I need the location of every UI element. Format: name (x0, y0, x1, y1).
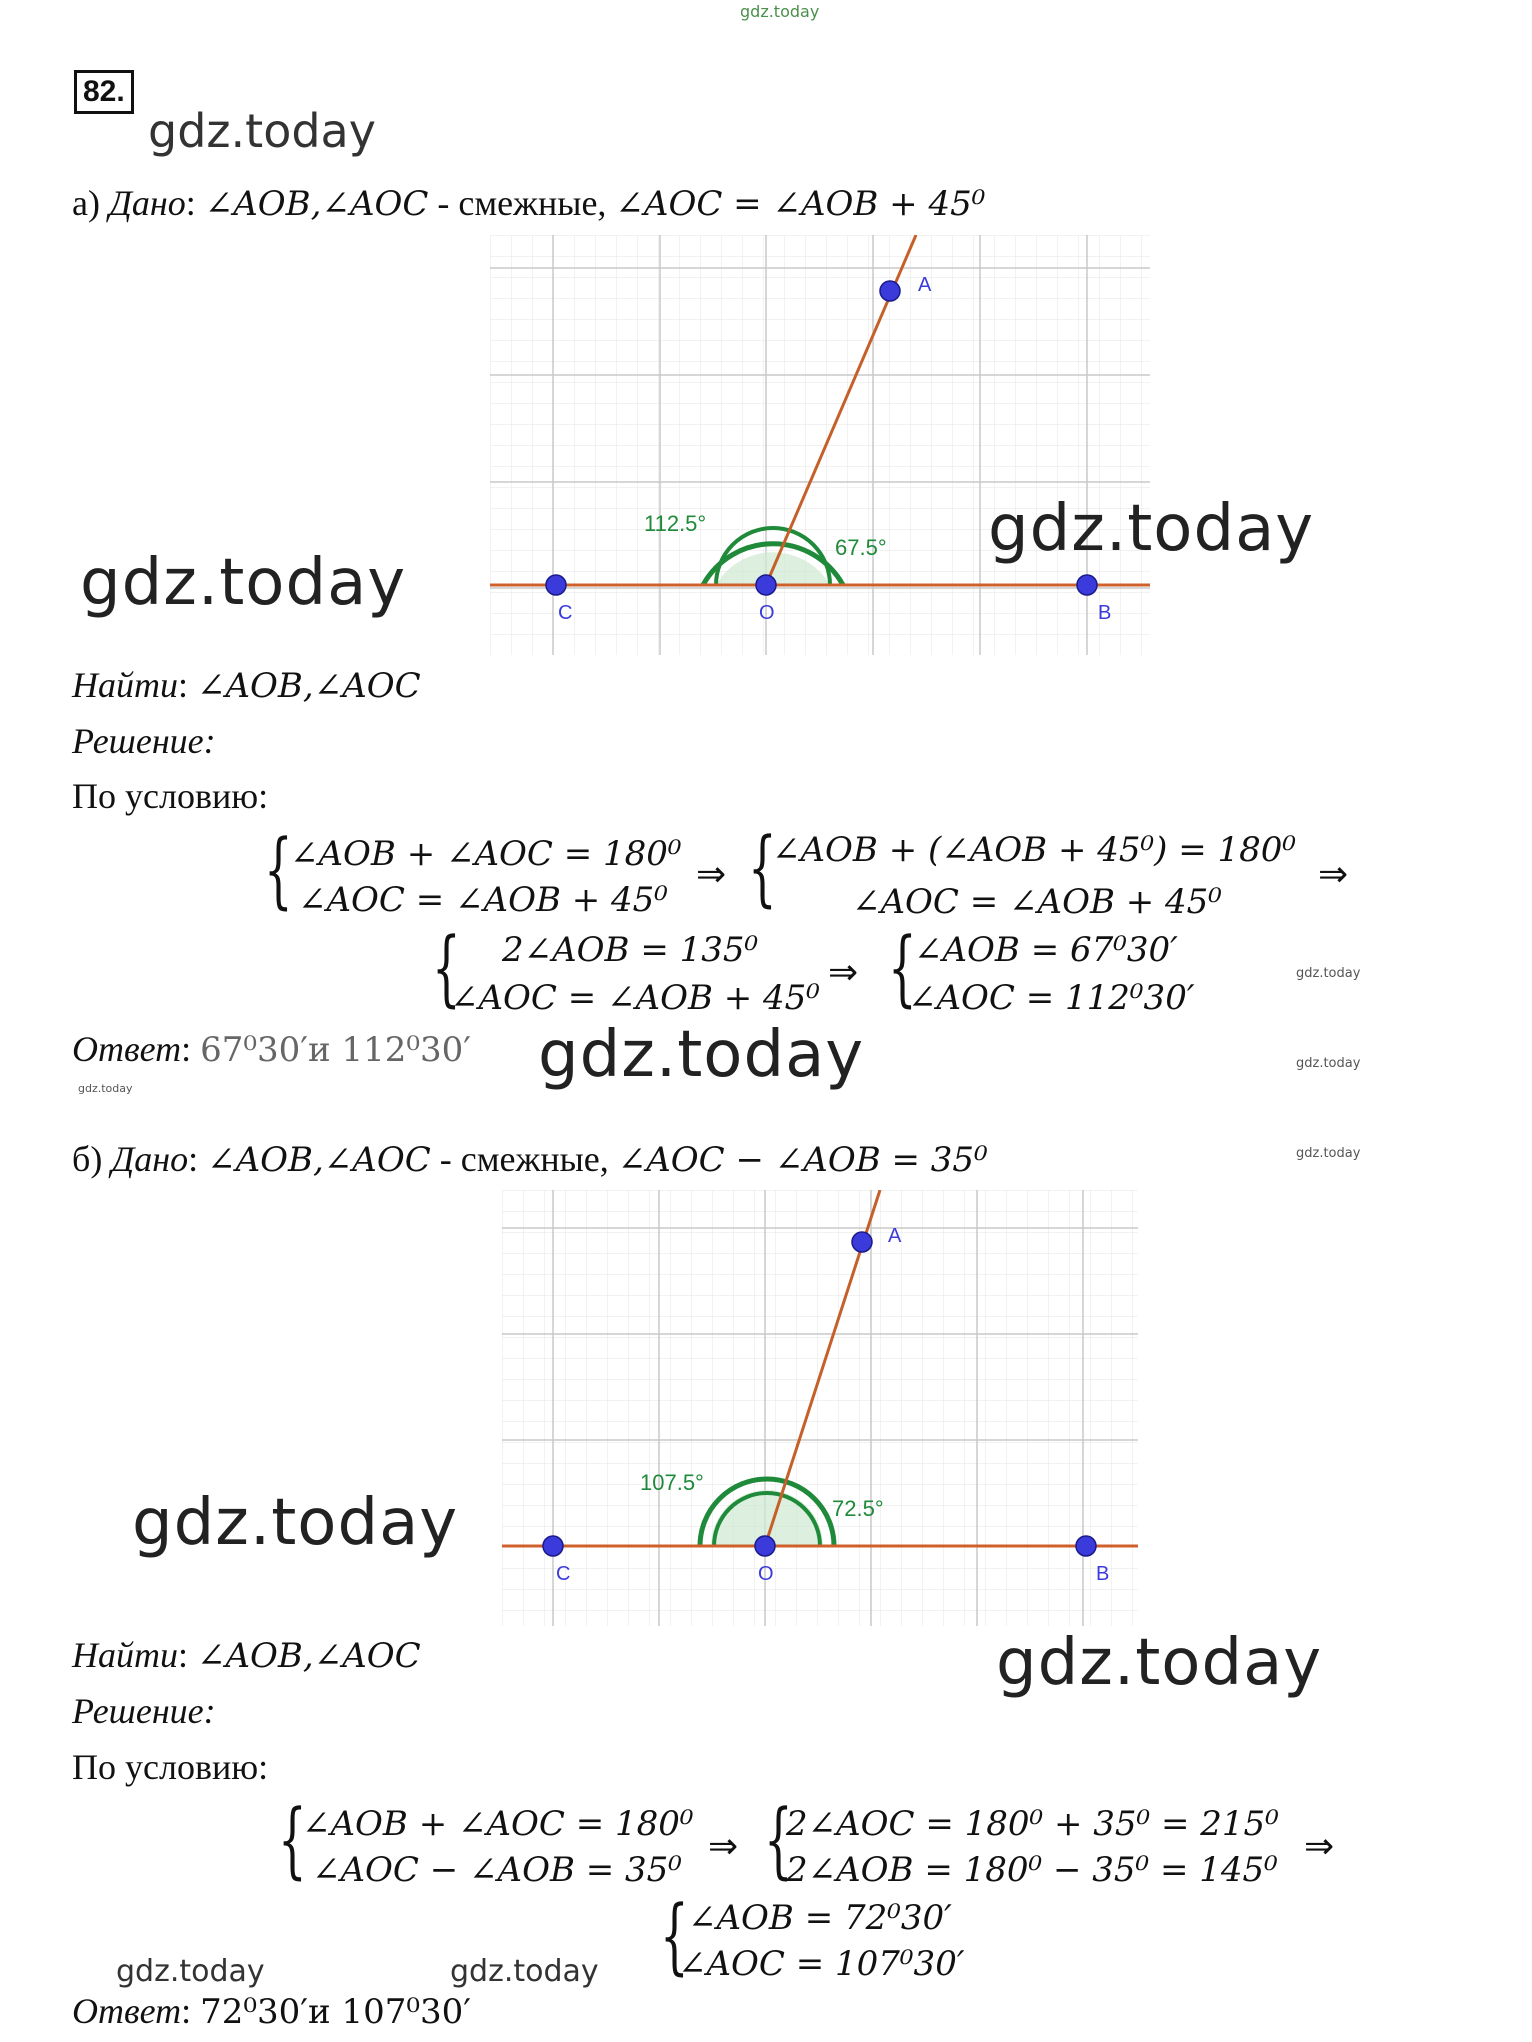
angle-label-small: 67.5° (835, 535, 887, 560)
part-b-given-angles: ∠AOB,∠AOC (207, 1140, 431, 1180)
part-a-find-label: Найти (72, 665, 178, 705)
label-b: B (1098, 602, 1112, 624)
label-b: B (1096, 1563, 1110, 1585)
part-b-sys3-l2: ∠AOC = 107⁰30′ (678, 1944, 965, 1984)
part-a-find: Найти: ∠AOB,∠AOC (72, 665, 421, 706)
part-b-wm-bottom-1: gdz.today (116, 1954, 265, 1989)
point-c (546, 575, 566, 595)
part-a-given: а) Дано: ∠AOB,∠AOC - смежные, ∠AOC = ∠AOB + 45⁰ (72, 183, 986, 224)
label-c: C (558, 602, 573, 624)
part-b-answer-label: Ответ (72, 1991, 182, 2031)
part-b-implies-2: ⇒ (1304, 1826, 1335, 1867)
top-watermark: gdz.today (740, 2, 820, 21)
grid-minor (490, 235, 1150, 655)
part-b-answer: Ответ: 72⁰30′и 107⁰30′ (72, 1991, 471, 2032)
point-a (852, 1232, 872, 1252)
point-o (756, 575, 776, 595)
part-a-implies-3: ⇒ (828, 952, 859, 993)
part-a-sys1-l2: ∠AOC = ∠AOB + 45⁰ (298, 880, 668, 920)
part-a-figure (490, 235, 1150, 655)
point-b (1076, 1536, 1096, 1556)
part-b-figure (502, 1190, 1138, 1626)
part-b-sys1-l2: ∠AOC − ∠AOB = 35⁰ (312, 1850, 682, 1890)
grid-minor (502, 1190, 1138, 1626)
part-a-find-value: ∠AOB,∠AOC (197, 666, 421, 706)
part-a-brace-4: { (888, 921, 917, 1016)
part-b-wm-left: gdz.today (132, 1486, 459, 1560)
part-a-answer-value: 67⁰30′и 112⁰30′ (200, 1030, 471, 1070)
part-b-solution: Решение: (72, 1691, 216, 1731)
part-a-sys3-l1: 2∠AOB = 135⁰ (502, 930, 759, 970)
part-a-solution: Решение: (72, 721, 216, 761)
part-a-sys3-l2: ∠AOC = ∠AOB + 45⁰ (450, 978, 820, 1018)
part-a-given-label: Дано (108, 183, 186, 223)
point-a (880, 281, 900, 301)
part-b-answer-value: 72⁰30′и 107⁰30′ (200, 1992, 471, 2032)
part-b-find: Найти: ∠AOB,∠AOC (72, 1635, 421, 1676)
part-a-brace-2: { (748, 821, 777, 916)
part-a-wm-side-1: gdz.today (1296, 966, 1361, 981)
label-o: O (758, 1563, 774, 1585)
header-watermark: gdz.today (148, 104, 376, 158)
part-a-brace-1: { (264, 823, 293, 918)
part-a-wm-side-2: gdz.today (1296, 1056, 1361, 1071)
part-a-solution-label: Решение (72, 721, 204, 761)
part-b-wm-bottom-2: gdz.today (450, 1954, 599, 1989)
part-a-implies-2: ⇒ (1318, 854, 1349, 895)
part-a-answer: Ответ: 67⁰30′и 112⁰30′ (72, 1029, 471, 1070)
part-b-condition: ∠AOC − ∠AOB = 35⁰ (617, 1140, 988, 1180)
angle-label-small: 72.5° (832, 1496, 884, 1521)
part-a-sys4-l2: ∠AOC = 112⁰30′ (908, 978, 1195, 1018)
part-b-find-label: Найти (72, 1635, 178, 1675)
part-a-adjacent: - смежные, (437, 183, 607, 223)
part-b-find-value: ∠AOB,∠AOC (197, 1636, 421, 1676)
part-b-sys3-l1: ∠AOB = 72⁰30′ (688, 1898, 952, 1938)
part-b-sys2-l1: 2∠AOC = 180⁰ + 35⁰ = 215⁰ (786, 1804, 1279, 1844)
part-a-sys2-l2: ∠AOC = ∠AOB + 45⁰ (852, 882, 1222, 922)
part-a-wm-left: gdz.today (80, 546, 407, 620)
part-b-sys2-l2: 2∠AOB = 180⁰ − 35⁰ = 145⁰ (786, 1850, 1278, 1890)
part-a-wm-answer: gdz.today (538, 1018, 865, 1092)
part-b-wm-right: gdz.today (996, 1626, 1323, 1700)
part-a-wm-right: gdz.today (988, 492, 1315, 566)
part-a-implies-1: ⇒ (696, 854, 727, 895)
part-a-brace-3: { (432, 921, 461, 1016)
task-number: 82. (74, 70, 134, 114)
label-a: A (888, 1225, 902, 1247)
part-a-sys4-l1: ∠AOB = 67⁰30′ (914, 930, 1178, 970)
part-b-implies-1: ⇒ (708, 1826, 739, 1867)
part-b-brace-2: { (764, 1793, 793, 1888)
part-b-brace-3: { (660, 1889, 689, 1984)
part-b-wm-side: gdz.today (1296, 1146, 1361, 1161)
part-a-sys1-l1: ∠AOB + ∠AOC = 180⁰ (290, 834, 682, 874)
part-b-brace-1: { (278, 1793, 307, 1888)
part-b-prefix: б) (72, 1139, 103, 1179)
part-b-adjacent: - смежные, (439, 1139, 609, 1179)
point-o (755, 1536, 775, 1556)
label-c: C (556, 1563, 571, 1585)
part-b-given: б) Дано: ∠AOB,∠AOC - смежные, ∠AOC − ∠AOB = 35⁰ (72, 1139, 988, 1180)
label-o: O (759, 602, 775, 624)
angle-label-big: 112.5° (644, 511, 707, 536)
label-a: A (918, 274, 932, 296)
part-a-given-angles: ∠AOB,∠AOC (204, 184, 429, 224)
point-b (1077, 575, 1097, 595)
part-a-by-condition: По условию: (72, 776, 269, 816)
part-a-sys2-l1: ∠AOB + (∠AOB + 45⁰) = 180⁰ (772, 830, 1297, 870)
part-a-condition: ∠AOC = ∠AOB + 45⁰ (615, 184, 986, 224)
angle-label-big: 107.5° (640, 1470, 704, 1495)
part-b-solution-label: Решение (72, 1691, 204, 1731)
part-b-by-condition: По условию: (72, 1747, 269, 1787)
part-a-answer-label: Ответ (72, 1029, 182, 1069)
point-c (543, 1536, 563, 1556)
part-b-given-label: Дано (111, 1139, 189, 1179)
part-b-sys1-l1: ∠AOB + ∠AOC = 180⁰ (302, 1804, 694, 1844)
part-a-prefix: а) (72, 183, 100, 223)
part-a-wm-answer-small: gdz.today (78, 1082, 133, 1095)
